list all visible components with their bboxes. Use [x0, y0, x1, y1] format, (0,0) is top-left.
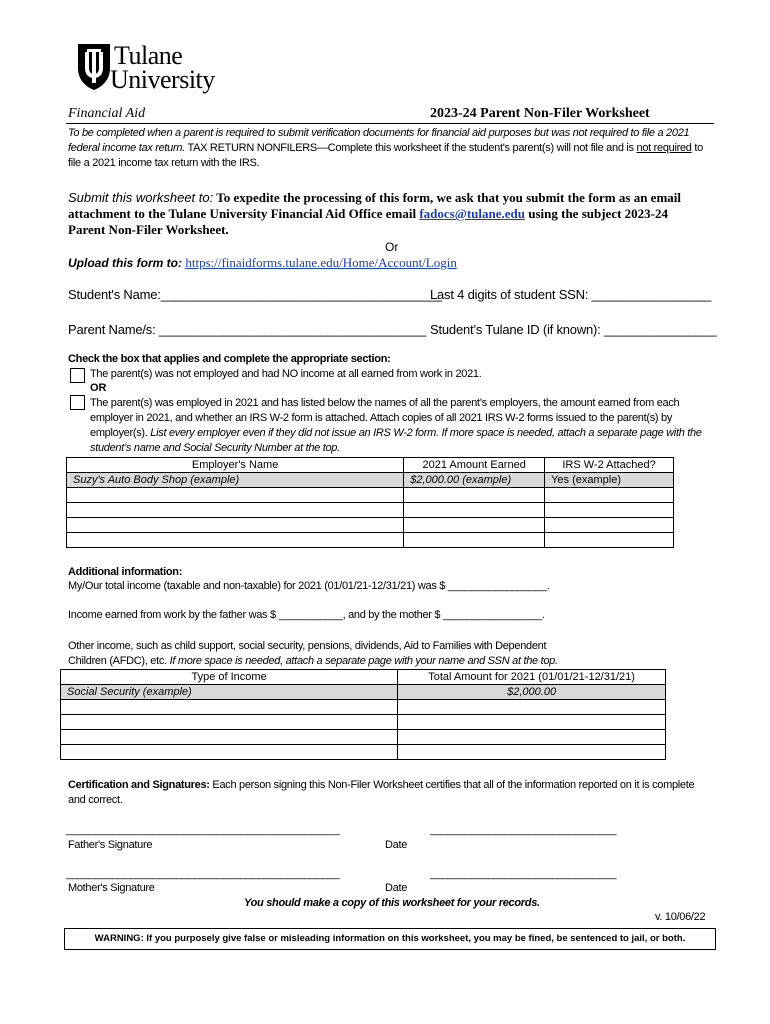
- submit-lead: Submit this worksheet to:: [68, 190, 214, 205]
- or-label: OR: [90, 382, 107, 394]
- example-employer-name: Suzy's Auto Body Shop (example): [67, 473, 404, 488]
- upload-line: [68, 255, 457, 271]
- check-heading: Check the box that applies and complete the appropriate section:: [68, 353, 391, 365]
- other-income-line-2a: Children (AFDC), etc.: [68, 655, 170, 667]
- mother-date-label: Date: [385, 882, 408, 894]
- submit-text-2a: attachment to the Tulane University Financial Aid Office email: [68, 206, 420, 221]
- logo-wordmark-line1: Tulane: [114, 41, 183, 70]
- option-2-line-1: The parent(s) was employed in 2021 and has listed below the names of all the parent’s employers, the amount earned from each: [90, 397, 680, 409]
- mother-signature-line[interactable]: _______________________________________________: [66, 868, 340, 880]
- income-amount-header: Total Amount for 2021 (01/01/21-12/31/21): [398, 670, 666, 685]
- table-row[interactable]: [61, 715, 666, 730]
- intro-line-2b: TAX RETURN NONFILERS—Complete this worksheet if the student's parent(s) will not file and is: [184, 142, 637, 154]
- income-table-header: [61, 670, 666, 685]
- other-income-line-2b: If more space is needed, attach a separate page with your name and SSN at the top.: [169, 655, 558, 667]
- submit-text-2b: using the subject 2023-24: [524, 206, 668, 221]
- example-income-amount: $2,000.00: [398, 685, 666, 700]
- intro-line-1: To be completed when a parent is required to submit verification documents for financial aid purposes but was not required to file a 2021: [68, 127, 690, 139]
- no-income-checkbox[interactable]: [70, 368, 85, 383]
- father-date-line[interactable]: ________________________________: [430, 824, 617, 836]
- option-2-line-4: student’s name and Social Security Number at the top.: [90, 442, 340, 454]
- logo-wordmark-line2: University: [110, 65, 215, 94]
- certification-line-2: and correct.: [68, 794, 123, 806]
- table-row[interactable]: [67, 518, 674, 533]
- table-row[interactable]: [61, 745, 666, 760]
- upload-url-link[interactable]: https://finaidforms.tulane.edu/Home/Account/Login: [185, 255, 457, 270]
- employer-table: [66, 457, 674, 548]
- income-example-row: [61, 685, 666, 700]
- w2-attached-header: IRS W-2 Attached?: [545, 458, 674, 473]
- option-2-line-2: employer in 2021, and whether an IRS W-2 form is attached. Attach copies of all 2021 IRS W-2 forms issued to the parent(s) by: [90, 412, 673, 424]
- intro-line-2: [68, 142, 703, 154]
- table-row[interactable]: [67, 503, 674, 518]
- department-label: Financial Aid: [68, 106, 146, 121]
- example-income-type: Social Security (example): [61, 685, 398, 700]
- upload-lead: Upload this form to:: [68, 256, 182, 270]
- employer-example-row: [67, 473, 674, 488]
- intro-not-required: not required: [636, 142, 692, 154]
- father-date-label: Date: [385, 839, 408, 851]
- certification-lead: Certification and Signatures:: [68, 779, 210, 791]
- tulane-id-field[interactable]: Student’s Tulane ID (if known): ________________: [430, 322, 717, 337]
- total-income-field[interactable]: My/Our total income (taxable and non-taxable) for 2021 (01/01/21-12/31/21) was $ _________________.: [68, 580, 550, 592]
- amount-earned-header: 2021 Amount Earned: [404, 458, 545, 473]
- employed-checkbox[interactable]: [70, 395, 85, 410]
- student-ssn-field[interactable]: Last 4 digits of student SSN: _________________: [430, 287, 712, 302]
- table-row[interactable]: [67, 488, 674, 503]
- option-1-text: The parent(s) was not employed and had NO income at all earned from work in 2021.: [90, 368, 482, 380]
- employer-name-header: Employer's Name: [67, 458, 404, 473]
- mother-date-line[interactable]: ________________________________: [430, 868, 617, 880]
- table-row[interactable]: [67, 533, 674, 548]
- father-signature-line[interactable]: _______________________________________________: [66, 824, 340, 836]
- income-table: [60, 669, 666, 760]
- certification-text-1: Each person signing this Non-Filer Worksheet certifies that all of the information reported on it is complete: [209, 779, 695, 791]
- table-row[interactable]: [61, 730, 666, 745]
- copy-note: You should make a copy of this worksheet for your records.: [244, 897, 540, 909]
- example-amount: $2,000.00 (example): [404, 473, 545, 488]
- page-title: 2023-24 Parent Non-Filer Worksheet: [430, 106, 650, 121]
- income-type-header: Type of Income: [61, 670, 398, 685]
- email-link[interactable]: fadocs@tulane.edu: [419, 206, 525, 221]
- version-label: v. 10/06/22: [655, 911, 706, 923]
- header-divider: [66, 123, 714, 124]
- warning-text: WARNING: If you purposely give false or misleading information on this worksheet, you may be fined, be sentenced to jail, or both.: [94, 933, 686, 944]
- submit-line-3: Parent Non-Filer Worksheet.: [68, 222, 229, 237]
- tulane-shield-logo: [76, 42, 112, 92]
- or-separator: Or: [385, 240, 399, 254]
- student-name-field[interactable]: Student's Name:________________________________________: [68, 287, 442, 302]
- submit-line-1: [68, 190, 681, 206]
- additional-heading: Additional information:: [68, 566, 183, 578]
- example-w2: Yes (example): [545, 473, 674, 488]
- submit-text-1: To expedite the processing of this form, we ask that you submit the form as an email: [213, 190, 681, 205]
- mother-signature-label: Mother's Signature: [68, 882, 155, 894]
- father-mother-income-field[interactable]: Income earned from work by the father was $ ___________, and by the mother $ _________________.: [68, 609, 545, 621]
- parent-name-field[interactable]: Parent Name/s: ______________________________________: [68, 322, 427, 337]
- intro-line-3: file a 2021 income tax return with the IRS.: [68, 157, 260, 169]
- employer-table-header: [67, 458, 674, 473]
- other-income-line-2: [68, 655, 558, 667]
- submit-line-2: [68, 206, 668, 222]
- option-2-line-3b: List every employer even if they did not issue an IRS W-2 form. If more space is needed, attach a separate page with the: [150, 427, 702, 439]
- certification-line-1: [68, 779, 694, 791]
- table-row[interactable]: [61, 700, 666, 715]
- other-income-line-1: Other income, such as child support, social security, pensions, dividends, Aid to Families with Dependent: [68, 640, 547, 652]
- option-2-line-3: [90, 427, 702, 439]
- intro-line-2d: to: [691, 142, 703, 154]
- intro-line-2a: federal income tax return.: [68, 142, 185, 154]
- option-2-line-3a: employer(s).: [90, 427, 151, 439]
- father-signature-label: Father's Signature: [68, 839, 153, 851]
